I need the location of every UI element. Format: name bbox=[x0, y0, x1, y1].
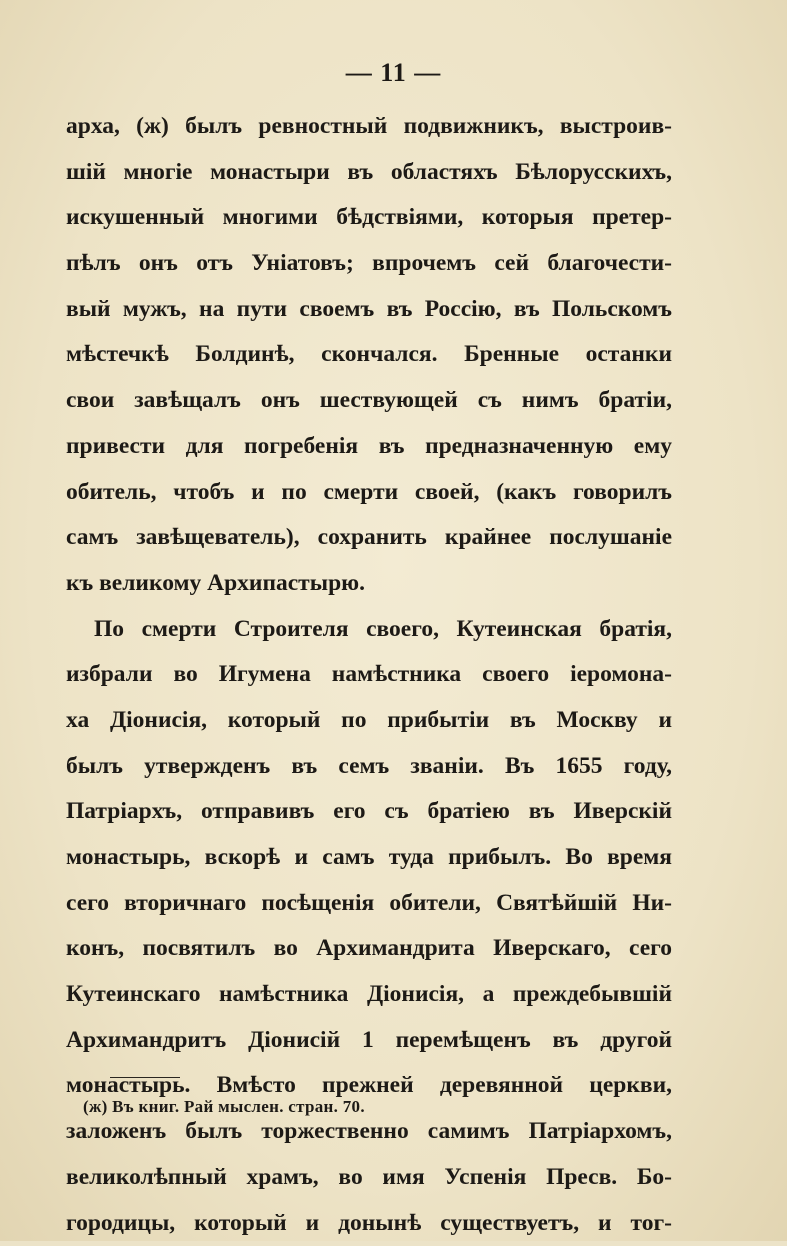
text-line: городицы, который и донынѣ существуетъ, и тог- bbox=[66, 1201, 672, 1246]
text-line: самъ завѣщеватель), сохранить крайнее послушаніе bbox=[66, 515, 672, 561]
text-line: пѣлъ онъ отъ Уніатовъ; впрочемъ сей благочести- bbox=[66, 241, 672, 287]
text-line: заложенъ былъ торжественно самимъ Патріархомъ, bbox=[66, 1109, 672, 1155]
text-line: мѣстечкѣ Болдинѣ, скончался. Бренные останки bbox=[66, 332, 672, 378]
page-number: — 11 — bbox=[0, 58, 787, 88]
text-line: Патріархъ, отправивъ его съ братіею въ Иверскій bbox=[66, 789, 672, 835]
text-line: ха Діонисія, который по прибытіи въ Москву и bbox=[66, 698, 672, 744]
text-line: конъ, посвятилъ во Архимандрита Иверскаго, сего bbox=[66, 926, 672, 972]
text-line: Кутеинскаго намѣстника Діонисія, а преждебывшій bbox=[66, 972, 672, 1018]
text-line: шій многіе монастыри въ областяхъ Бѣлорусскихъ, bbox=[66, 150, 672, 196]
text-line: Архимандритъ Діонисій 1 перемѣщенъ въ другой bbox=[66, 1018, 672, 1064]
footnote: (ж) Въ книг. Рай мыслен. стран. 70. bbox=[83, 1097, 365, 1117]
paragraph-2 bbox=[66, 607, 672, 1246]
text-line: обитель, чтобъ и по смерти своей, (какъ говорилъ bbox=[66, 470, 672, 516]
text-line: монастырь. Вмѣсто прежней деревянной церкви, bbox=[66, 1063, 672, 1109]
text-line: привести для погребенія въ предназначенную ему bbox=[66, 424, 672, 470]
text-line: арха, (ж) былъ ревностный подвижникъ, выстроив- bbox=[66, 104, 672, 150]
text-line: По смерти Строителя своего, Кутеинская братія, bbox=[66, 607, 672, 653]
text-line: великолѣпный храмъ, во имя Успенія Пресв. Бо- bbox=[66, 1155, 672, 1201]
text-line: избрали во Игумена намѣстника своего іеромона- bbox=[66, 652, 672, 698]
footnote-divider bbox=[110, 1077, 180, 1078]
paragraph-1 bbox=[66, 104, 672, 607]
text-line: свои завѣщалъ онъ шествующей съ нимъ братіи, bbox=[66, 378, 672, 424]
text-line: искушенный многими бѣдствіями, которыя претер- bbox=[66, 195, 672, 241]
text-line: сего вторичнаго посѣщенія обители, Святѣйшій Ни- bbox=[66, 881, 672, 927]
text-line: былъ утвержденъ въ семъ званіи. Въ 1655 году, bbox=[66, 744, 672, 790]
text-line: монастырь, вскорѣ и самъ туда прибылъ. Во время bbox=[66, 835, 672, 881]
text-line: вый мужъ, на пути своемъ въ Россію, въ Польскомъ bbox=[66, 287, 672, 333]
main-text bbox=[66, 104, 672, 1246]
text-line: къ великому Архипастырю. bbox=[66, 561, 672, 607]
